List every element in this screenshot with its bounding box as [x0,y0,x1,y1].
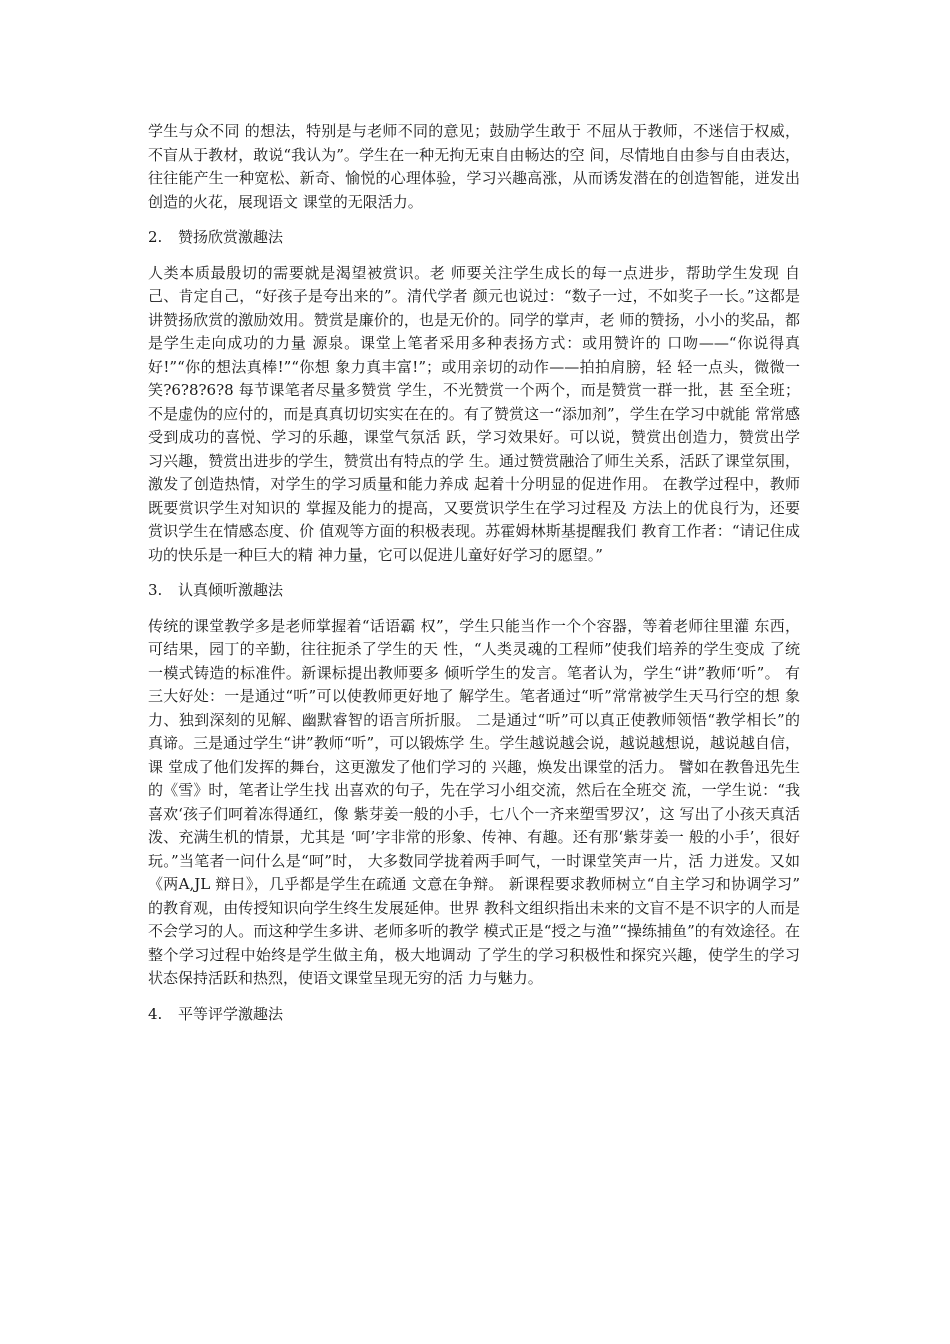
section-number: 4. [148,1004,163,1023]
section-heading-2 [148,226,800,250]
section-title: 认真倾听激趣法 [178,581,284,599]
paragraph-praise: 人类本质最殷切的需要就是渴望被赏识。老 师要关注学生成长的每一点进步，帮助学生发现 自己、肯定自己，“好孩子是夸出来的”。清代学者 颜元也说过：“数子一过，不如奖子一长。”这都是 讲赞扬欣赏的激励效用。赞赏是廉价的，也是无价的。同学的掌声，老 师的赞扬，小小的奖品，都是学生走向成功的力量 源泉。课堂上笔者采用多种表扬方式：或用赞许的 口吻——“你说得真好!”“你的想法真棒!”“你想 象力真丰富!”；或用亲切的动作——拍拍肩膀，轻 轻一点头，微微一笑?6?8?6?8 每节课笔者尽量多赞赏 学生，不光赞赏一个两个，而是赞赏一群一批，甚 至全班；不是虚伪的应付的，而是真真切切实实在在的。有了赞赏这一“添加剂”，学生在学习中就能 常常感受到成功的喜悦、学习的乐趣，课堂气氛活 跃，学习效果好。可以说，赞赏出创造力，赞赏出学 习兴趣，赞赏出进步的学生，赞赏出有特点的学 生。通过赞赏融洽了师生关系，活跃了课堂氛围，激发了创造热情，对学生的学习质量和能力养成 起着十分明显的促进作用。 在教学过程中，教师既要赏识学生对知识的 掌握及能力的提高，又要赏识学生在学习过程及 方法上的优良行为，还要赏识学生在情感态度、价 值观等方面的积极表现。苏霍姆林斯基提醒我们 教育工作者：“请记住成功的快乐是一种巨大的精 神力量，它可以促进儿童好好学习的愿望。” [148,263,800,564]
section-number: 2. [148,228,163,246]
paragraph-listening: 传统的课堂教学多是老师掌握着“话语霸 权”，学生只能当作一个个容器，等着老师往里灌 东西，可结果，园丁的辛勤，往往扼杀了学生的天 性，“人类灵魂的工程师”使我们培养的学生变成 了统一模式铸造的标准件。新课标提出教师要多 倾听学生的发言。笔者认为，学生“讲”教师‘听”。 有三大好处：一是通过“听”可以使教师更好地了 解学生。笔者通过“听”常常被学生天马行空的想 象力、独到深刻的见解、幽默睿智的语言所折服。 二是通过“听”可以真正使教师领悟“教学相长”的 真谛。三是通过学生“讲”教师“听”，可以锻炼学 生。学生越说越会说，越说越想说，越说越自信，课 堂成了他们发挥的舞台，这更激发了他们学习的 兴趣，焕发出课堂的活力。 譬如在教鲁迅先生的《雪》时，笔者让学生找 出喜欢的句子，先在学习小组交流，然后在全班交 流，一学生说：“我喜欢‘孩子们呵着冻得通红，像 紫芽姜一般的小手，七八个一齐来塑雪罗汉’，这 写出了小孩天真活泼、充满生机的情景，尤其是 ‘呵’字非常的形象、传神、有趣。还有那‘紫芽姜一 般的小手’，很好玩。”当笔者一问什么是“呵”时， 大多数同学拢着两手呵气，一时课堂笑声一片，活 力迸发。又如《两A,JL 辩日》，几乎都是学生在疏通 文意在争辩。 新课程要求教师树立“自主学习和协调学习” 的教育观，由传授知识向学生终生发展延伸。世界 教科文组织指出未来的文盲不是不识字的人而是 不会学习的人。而这种学生多讲、老师多听的教学 模式正是“授之与渔”“操练捕鱼”的有效途径。在 整个学习过程中始终是学生做主角，极大地调动 了学生的学习积极性和探究兴趣，使学生的学习 状态保持活跃和热烈，使语文课堂呈现无穷的活 力与魅力。 [148,616,800,987]
section-title: 平等评学激趣法 [178,1004,284,1023]
section-title: 赞扬欣赏激趣法 [178,228,284,246]
document-page [148,120,800,1038]
paragraph-intro: 学生与众不同 的想法，特别是与老师不同的意见；鼓励学生敢于 不屈从于教师，不迷信于权威，不盲从于教材，敢说“我认为”。学生在一种无拘无束自由畅达的空 间，尽情地自由参与自由表达，往往能产生一种宽松、新奇、愉悦的心理体验，学习兴趣高涨，从而诱发潜在的创造智能，迸发出创造的火花，展现语文 课堂的无限活力。 [148,122,800,211]
section-heading-4 [148,1003,800,1027]
section-number: 3. [148,581,163,599]
section-heading-3 [148,579,800,603]
